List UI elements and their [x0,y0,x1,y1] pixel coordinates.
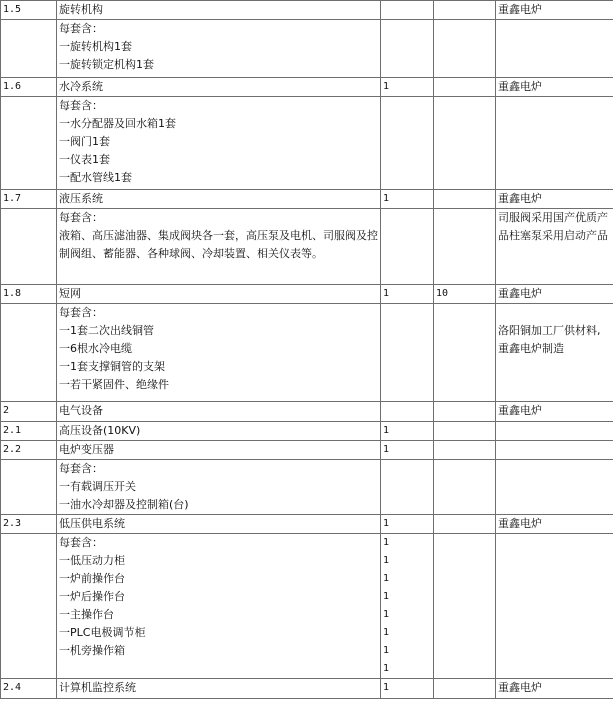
extra-value-cell [434,402,496,422]
supplier-note: 重鑫电炉制造 [498,342,564,355]
extra-value-cell [434,190,496,209]
extra-value-cell [434,304,496,402]
table-row [1,78,613,97]
item-component: 一有载调压开关 [59,480,136,493]
supplier-note-cell [496,209,613,285]
item-name: 电炉变压器 [59,443,114,456]
table-row [1,304,613,402]
quantity-cell [381,422,434,441]
quantity-cell [381,441,434,460]
item-name-cell [57,534,381,679]
item-number-cell [1,441,57,460]
item-component: 一水分配器及回水箱1套 [59,117,176,130]
quantity-value: 1 [383,518,390,529]
item-component: 一PLC电极调节柜 [59,626,146,639]
supplier-note-cell [496,78,613,97]
quantity-cell [381,209,434,285]
table-row [1,20,613,78]
quantity-cell [381,304,434,402]
table-row [1,402,613,422]
item-component: 一1套支撑铜管的支架 [59,360,165,373]
quantity-value: 1 [383,425,390,436]
item-component: 一6根水冷电缆 [59,342,132,355]
table-row [1,285,613,304]
table-row [1,190,613,209]
extra-value-cell [434,285,496,304]
extra-value-cell [434,460,496,515]
table-row [1,422,613,441]
supplier-note-cell [496,285,613,304]
item-number-cell [1,20,57,78]
item-name-cell [57,679,381,699]
supplier-note: 重鑫电炉 [498,80,542,93]
supplier-note-cell [496,1,613,20]
item-component: 一若干紧固件、绝缘件 [59,378,169,391]
quantity-value: 1 [383,193,390,204]
quantity-value: 1 [383,537,390,548]
supplier-note-cell [496,190,613,209]
supplier-note: 重鑫电炉 [498,287,542,300]
supplier-note-cell [496,441,613,460]
quantity-cell [381,285,434,304]
quantity-value: 1 [383,627,390,638]
item-component: 一炉后操作台 [59,590,125,603]
item-number-cell [1,78,57,97]
item-component: 一1套二次出线铜管 [59,324,154,337]
item-number-cell [1,190,57,209]
item-name: 每套含： [59,22,103,35]
table-row [1,679,613,699]
quantity-value: 1 [383,663,390,674]
item-name: 水冷系统 [59,80,103,93]
item-name-cell [57,209,381,285]
item-name: 每套含： [59,306,103,319]
supplier-note-cell [496,515,613,534]
quantity-cell [381,78,434,97]
item-name-cell [57,441,381,460]
item-component: 一机旁操作箱 [59,644,125,657]
item-component: 一配水管线1套 [59,171,132,184]
supplier-note: 重鑫电炉 [498,517,542,530]
supplier-note-cell [496,679,613,699]
supplier-note: 重鑫电炉 [498,404,542,417]
item-number-cell [1,97,57,190]
supplier-note: 司服阀采用国产优质产品柱塞泵采用启动产品 [498,211,608,242]
item-component: 一旋转锁定机构1套 [59,58,154,71]
supplier-note: 洛阳铜加工厂供材料, [498,324,601,337]
table-row [1,441,613,460]
item-name-cell [57,515,381,534]
supplier-note-cell [496,534,613,679]
quantity-value: 1 [383,609,390,620]
quantity-value: 1 [383,573,390,584]
table-row [1,209,613,285]
item-number-cell [1,679,57,699]
item-component: 一炉前操作台 [59,572,125,585]
item-name-cell [57,402,381,422]
quantity-cell [381,1,434,20]
supplier-note-cell [496,20,613,78]
item-name: 电气设备 [59,404,103,417]
quantity-value: 1 [383,288,390,299]
extra-value-cell [434,534,496,679]
table-row [1,97,613,190]
item-component: 液箱、高压滤油器、集成阀块各一套，高压泵及电机、司服阀及控制阀组、蓄能器、各种球阀、冷却装置、相关仪表等。 [59,229,378,260]
quantity-cell [381,20,434,78]
supplier-note-cell [496,97,613,190]
quantity-value: 1 [383,555,390,566]
item-number: 1.6 [3,81,22,92]
item-name-cell [57,20,381,78]
item-number-cell [1,1,57,20]
extra-value-cell [434,78,496,97]
supplier-note: 重鑫电炉 [498,192,542,205]
item-name: 每套含： [59,211,103,224]
item-name: 低压供电系统 [59,517,125,530]
quantity-value: 1 [383,682,390,693]
item-number-cell [1,534,57,679]
item-number-cell [1,460,57,515]
supplier-note-cell [496,304,613,402]
item-number: 2.1 [3,425,22,436]
extra-value-cell [434,1,496,20]
item-number-cell [1,422,57,441]
quantity-cell [381,190,434,209]
extra-value-cell [434,515,496,534]
item-name: 高压设备(10KV) [59,424,141,437]
item-name-cell [57,460,381,515]
extra-value-cell [434,209,496,285]
quantity-cell [381,402,434,422]
table-row [1,1,613,20]
extra-value: 10 [436,288,449,299]
item-component: 一低压动力柜 [59,554,125,567]
quantity-value: 1 [383,645,390,656]
table-row [1,515,613,534]
item-name: 每套含： [59,536,103,549]
quantity-value: 1 [383,444,390,455]
extra-value-cell [434,441,496,460]
item-number-cell [1,515,57,534]
extra-value-cell [434,422,496,441]
item-number: 2.2 [3,444,22,455]
item-component: 一阀门1套 [59,135,110,148]
supplier-note: 重鑫电炉 [498,3,542,16]
quantity-cell [381,515,434,534]
item-number-cell [1,209,57,285]
item-number: 2.3 [3,518,22,529]
item-name: 每套含： [59,462,103,475]
item-name-cell [57,97,381,190]
item-component: 一仪表1套 [59,153,110,166]
quantity-value: 1 [383,81,390,92]
supplier-note-cell [496,422,613,441]
item-name: 计算机监控系统 [59,681,136,694]
quantity-cell [381,534,434,679]
item-name-cell [57,1,381,20]
item-name: 短网 [59,287,81,300]
table-body [1,1,613,699]
extra-value-cell [434,97,496,190]
item-number-cell [1,285,57,304]
extra-value-cell [434,20,496,78]
item-name-cell [57,422,381,441]
item-name-cell [57,190,381,209]
item-number-cell [1,304,57,402]
quantity-cell [381,460,434,515]
item-component: 一油水冷却器及控制箱(台) [59,498,189,511]
item-number: 1.5 [3,4,22,15]
item-name-cell [57,304,381,402]
item-number: 2 [3,405,10,416]
quantity-value: 1 [383,591,390,602]
item-number: 1.8 [3,288,22,299]
item-number: 1.7 [3,193,22,204]
table-row [1,460,613,515]
quantity-cell [381,97,434,190]
item-name-cell [57,78,381,97]
item-component: 一主操作台 [59,608,114,621]
supplier-note-cell [496,460,613,515]
supplier-note [498,304,611,322]
supplier-note-cell [496,402,613,422]
item-name-cell [57,285,381,304]
table-row [1,534,613,679]
item-component: 一旋转机构1套 [59,40,132,53]
item-name: 每套含： [59,99,103,112]
item-number-cell [1,402,57,422]
item-name: 旋转机构 [59,3,103,16]
item-number: 2.4 [3,682,22,693]
supplier-note: 重鑫电炉 [498,681,542,694]
quantity-cell [381,679,434,699]
extra-value-cell [434,679,496,699]
item-name: 液压系统 [59,192,103,205]
